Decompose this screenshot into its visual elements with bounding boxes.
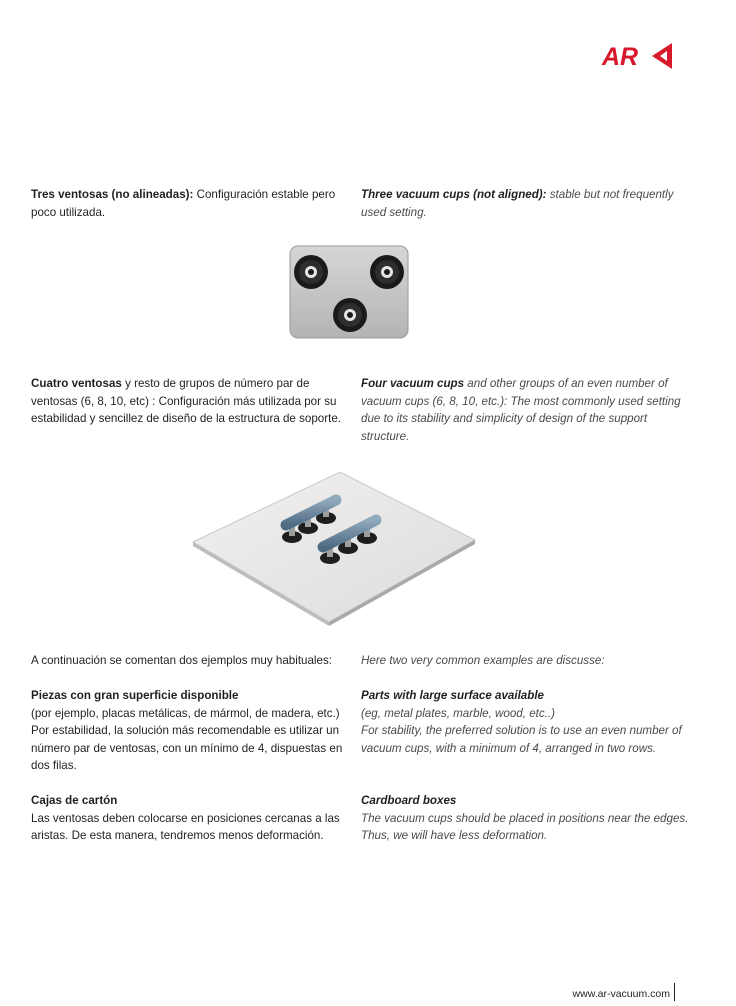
three-cups-en-title: Three vacuum cups (not aligned): xyxy=(361,188,547,201)
large-surface-es-title: Piezas con gran superficie disponible xyxy=(31,689,239,702)
four-cups-en xyxy=(361,375,691,445)
four-cups-figure xyxy=(190,440,480,646)
vacuum-cup-icon xyxy=(294,255,328,289)
intro-en-text: Here two very common examples are discusse: xyxy=(361,654,605,667)
four-cups-es-text: y resto de grupos de número par de ventosas (6, 8, 10, etc) : Configuración más utilizada por su estabilidad y sencillez de diseño de la estructura de soporte. xyxy=(31,377,341,425)
cardboard-es-text: Las ventosas deben colocarse en posiciones cercanas a las aristas. De esta manera, tendremos menos deformación. xyxy=(31,811,340,842)
large-surface-en-line1: (eg, metal plates, marble, wood, etc..) xyxy=(361,706,555,720)
three-cups-es-text: Configuración estable pero poco utilizada. xyxy=(31,188,336,219)
three-cups-en xyxy=(361,186,691,221)
logo-text: AR xyxy=(602,43,639,71)
intro-es xyxy=(31,652,346,670)
intro-en xyxy=(361,652,691,670)
large-surface-en xyxy=(361,687,691,757)
large-surface-en-text: For stability, the preferred solution is to use an even number of vacuum cups, with a minimum of 4, arranged in two rows. xyxy=(361,724,682,755)
large-surface-en-title: Parts with large surface available xyxy=(361,689,545,702)
large-surface-es-text: Por estabilidad, la solución más recomendable es utilizar un número par de ventosas, con un mínimo de 4, dispuestas en dos filas. xyxy=(31,724,343,772)
three-cups-es-title: Tres ventosas (no alineadas): xyxy=(31,188,194,201)
three-cups-es xyxy=(31,186,346,221)
cardboard-en xyxy=(361,792,691,845)
three-cups-en-text: stable but not frequently used setting. xyxy=(361,188,674,219)
footer-url[interactable]: www.ar-vacuum.com xyxy=(572,988,670,1000)
intro-es-text: A continuación se comentan dos ejemplos muy habituales: xyxy=(31,654,332,667)
four-cups-en-title: Four vacuum cups xyxy=(361,377,465,390)
cardboard-es xyxy=(31,792,346,845)
brand-logo xyxy=(600,40,680,72)
vacuum-cup-icon xyxy=(370,255,404,289)
large-surface-es xyxy=(31,687,346,775)
large-surface-es-line1: (por ejemplo, placas metálicas, de mármol, de madera, etc.) xyxy=(31,706,340,720)
cardboard-en-title: Cardboard boxes xyxy=(361,794,457,807)
footer-divider xyxy=(674,983,675,1001)
cardboard-es-title: Cajas de cartón xyxy=(31,794,118,807)
four-cups-es-title: Cuatro ventosas xyxy=(31,377,122,390)
vacuum-cup-icon xyxy=(333,298,367,332)
four-cups-es xyxy=(31,375,346,428)
cardboard-en-text: The vacuum cups should be placed in positions near the edges. Thus, we will have less deformation. xyxy=(361,811,689,842)
four-cups-en-text: and other groups of an even number of vacuum cups (6, 8, 10, etc.): The most commonly used setting due to its stability and simplicity of design of the support structure. xyxy=(361,377,681,443)
three-cups-figure xyxy=(288,244,412,346)
